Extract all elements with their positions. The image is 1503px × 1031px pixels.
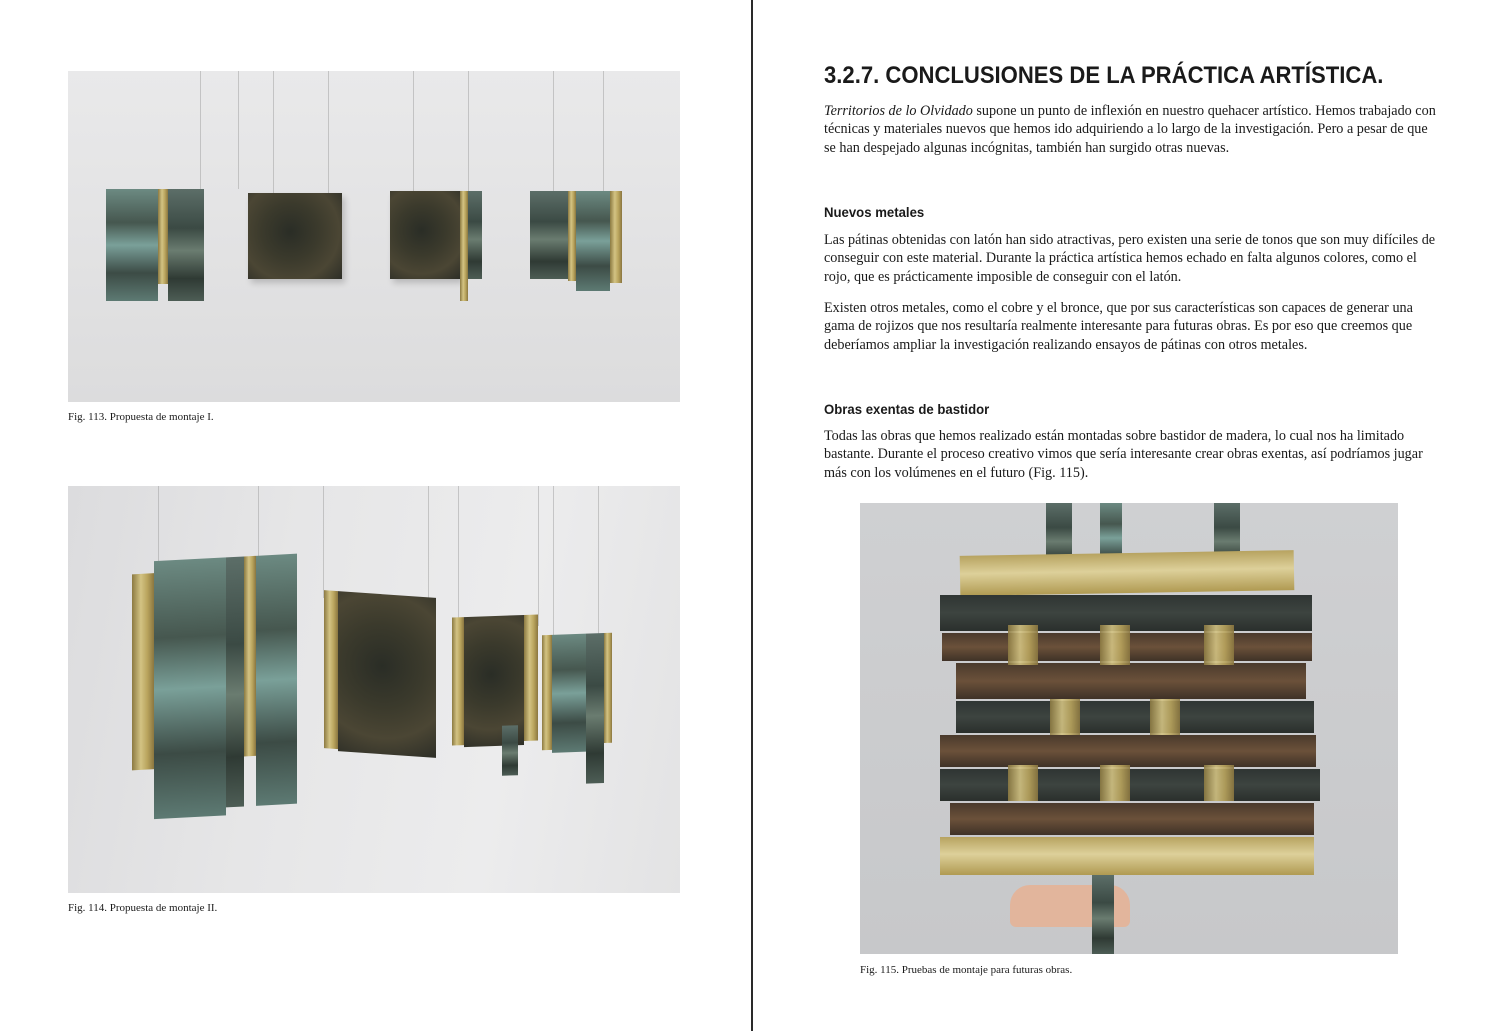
section-title: 3.2.7. CONCLUSIONES DE LA PRÁCTICA ARTÍSTICA. — [824, 62, 1384, 89]
obras-exentas-paragraph: Todas las obras que hemos realizado están montadas sobre bastidor de madera, lo cual nos ha limitado bastante. Durante el proceso creativo vimos que sería interesante crear obras exentas, así podríamos jugar más con los volúmenes en el futuro (Fig. 115). — [824, 428, 1423, 481]
figure-115-photo — [860, 503, 1398, 954]
artwork-3 — [390, 191, 482, 301]
heading-obras-exentas: Obras exentas de bastidor — [824, 401, 990, 417]
artwork-small-1 — [452, 614, 538, 777]
figure-113-caption: Fig. 113. Propuesta de montaje I. — [68, 411, 214, 423]
artwork-2 — [248, 193, 342, 279]
figure-113-photo — [68, 71, 680, 402]
intro-text: supone un punto de inflexión en nuestro quehacer artístico. Hemos trabajado con técnicas y materiales nuevos que hemos ido adquiriendo a lo largo de la investigación. Pero a pesar de que se han despejado algunas incógnitas, también han surgido otras nuevas. — [824, 103, 1436, 156]
artwork-medium — [324, 590, 436, 758]
artwork-small-2 — [542, 633, 612, 785]
intro-italic-title: Territorios de lo Olvidado — [824, 103, 973, 119]
artwork-4 — [530, 191, 622, 291]
figure-115-caption: Fig. 115. Pruebas de montaje para futuras obras. — [860, 964, 1073, 976]
heading-nuevos-metales: Nuevos metales — [824, 204, 925, 220]
intro-paragraph — [824, 102, 1436, 157]
nuevos-metales-paragraph-2: Existen otros metales, como el cobre y el bronce, que por sus características son capaces de generar una gama de rojizos que nos resultaría realmente interesante para futuras obras. Es por eso que creemos que deberíamos ampliar la investigación realizando ensayos de pátinas con otros metales. — [824, 300, 1413, 353]
right-page — [753, 0, 1503, 1031]
figure-114-caption: Fig. 114. Propuesta de montaje II. — [68, 902, 218, 914]
artwork-large — [132, 554, 297, 821]
figure-114-photo — [68, 486, 680, 893]
artwork-1 — [106, 189, 204, 301]
nuevos-metales-paragraph-1: Las pátinas obtenidas con latón han sido atractivas, pero existen una serie de tonos que son muy difíciles de conseguir con este material. Durante la práctica artística hemos echado en falta algunos colores, como el rojo, que es prácticamente imposible de conseguir con el latón. — [824, 232, 1436, 285]
